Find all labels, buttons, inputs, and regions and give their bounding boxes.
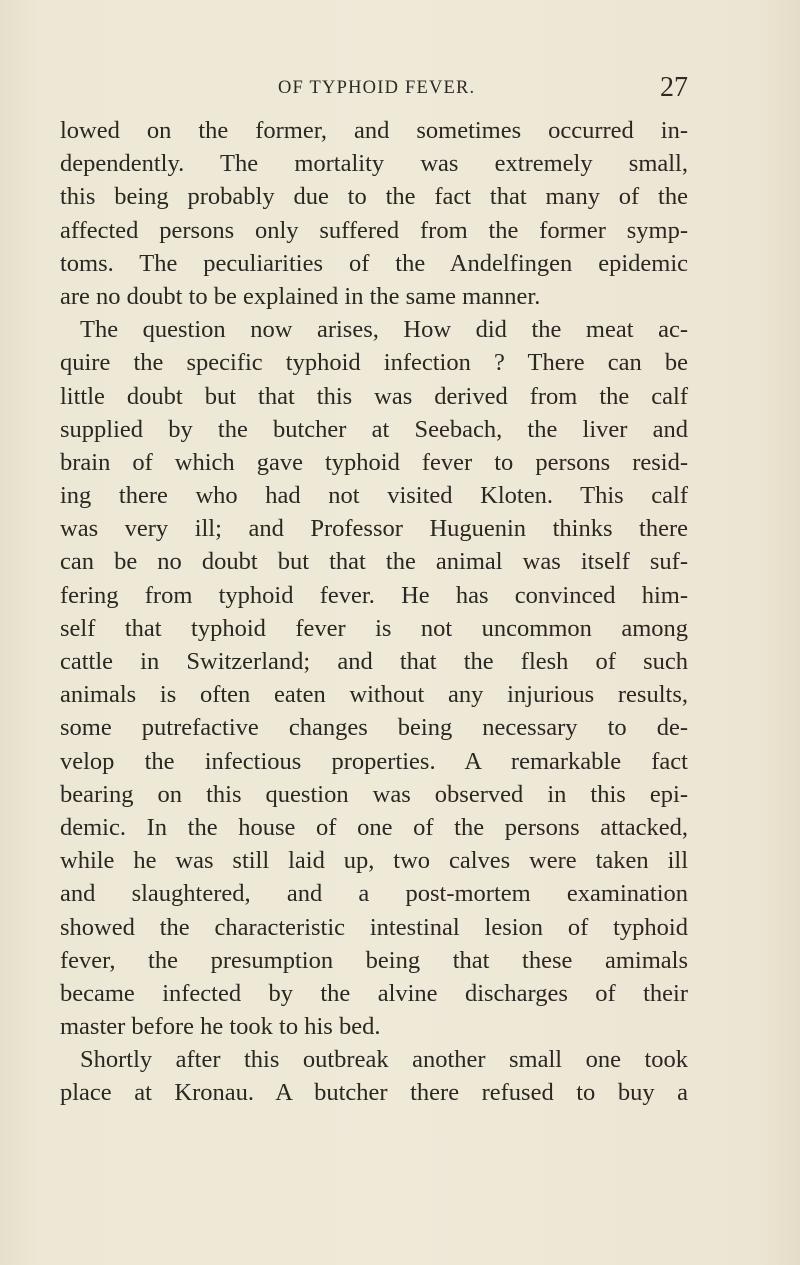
text-line: master before he took to his bed.: [60, 1013, 381, 1041]
text-line: dependently. The mortality was extremely small,: [60, 150, 688, 178]
text-line: little doubt but that this was derived from the calf: [60, 382, 688, 410]
running-head: OF TYPHOID FEVER.: [278, 78, 476, 98]
page-header: [60, 72, 688, 108]
text-line: this being probably due to the fact that many of the: [60, 183, 688, 211]
text-line: brain of which gave typhoid fever to persons resid-: [60, 448, 688, 476]
text-line: and slaughtered, and a post-mortem examination: [60, 880, 688, 908]
text-line: bearing on this question was observed in this epi-: [60, 780, 688, 808]
text-line: was very ill; and Professor Huguenin thinks there: [60, 515, 688, 543]
text-line: are no doubt to be explained in the same manner.: [60, 282, 541, 310]
text-line: self that typhoid fever is not uncommon among: [60, 614, 688, 642]
text-line: quire the specific typhoid infection ? There can be: [60, 349, 688, 377]
text-line: while he was still laid up, two calves were taken ill: [60, 847, 688, 875]
text-line: ing there who had not visited Kloten. This calf: [60, 482, 688, 510]
text-line: place at Kronau. A butcher there refused to buy a: [60, 1079, 688, 1107]
text-line: became infected by the alvine discharges of their: [60, 979, 688, 1007]
text-line: velop the infectious properties. A remarkable fact: [60, 747, 688, 775]
page-number: 27: [660, 72, 688, 103]
text-line: showed the characteristic intestinal lesion of typhoid: [60, 913, 688, 941]
text-line: lowed on the former, and sometimes occurred in-: [60, 117, 688, 144]
text-line: fering from typhoid fever. He has convinced him-: [60, 581, 688, 609]
text-line: demic. In the house of one of the persons attacked,: [60, 813, 688, 841]
text-line: affected persons only suffered from the former symp-: [60, 216, 688, 244]
text-line: Shortly after this outbreak another small one took: [80, 1046, 688, 1074]
body-text: [60, 114, 688, 1110]
text-line: supplied by the butcher at Seebach, the liver and: [60, 415, 688, 443]
text-line: toms. The peculiarities of the Andelfingen epidemic: [60, 249, 688, 277]
text-line: some putrefactive changes being necessary to de-: [60, 714, 688, 742]
text-line: fever, the presumption being that these amimals: [60, 946, 688, 974]
text-line: cattle in Switzerland; and that the flesh of such: [60, 648, 688, 675]
text-line: can be no doubt but that the animal was itself suf-: [60, 548, 688, 576]
text-line: animals is often eaten without any injurious results,: [60, 681, 688, 709]
text-line: The question now arises, How did the meat ac-: [80, 316, 688, 344]
